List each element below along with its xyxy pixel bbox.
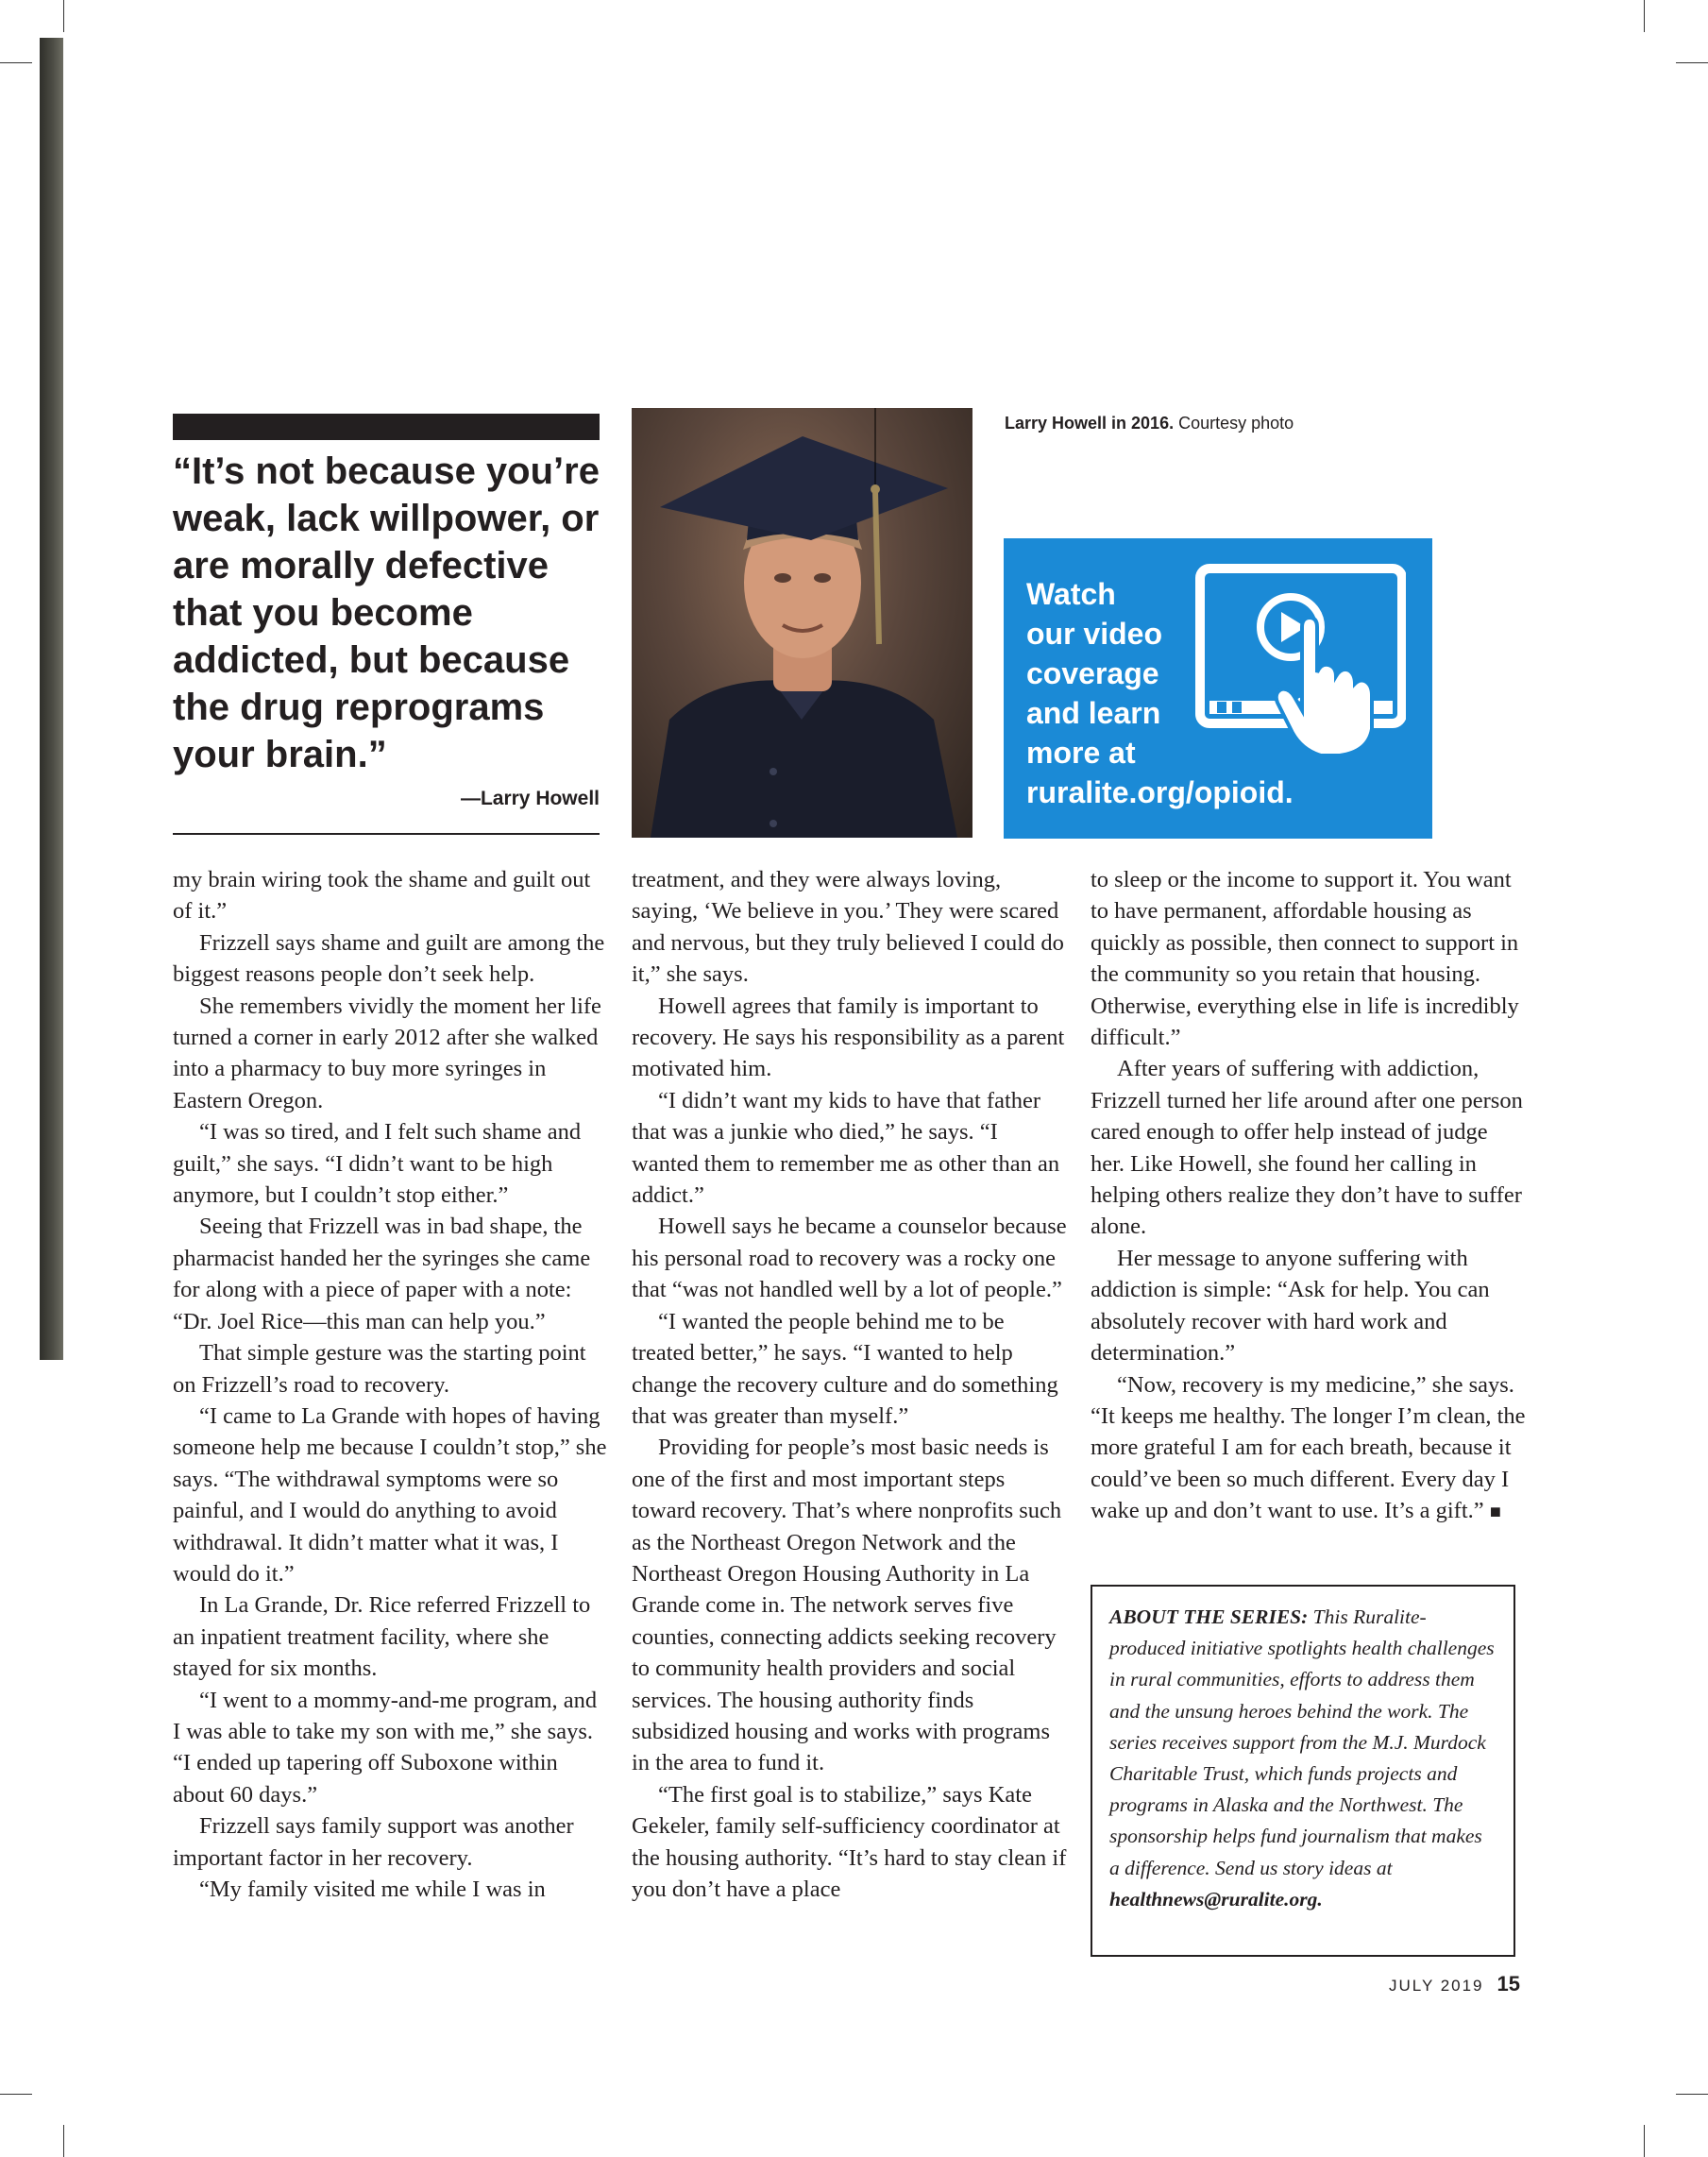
paragraph: Seeing that Frizzell was in bad shape, the pharmacist handed her the syringes she came for along with a piece of paper with a note: “Dr. Joel Rice—this man can help you.” <box>173 1214 591 1334</box>
paragraph: “I went to a mommy-and-me program, and I was able to take my son with me,” she says. “I ended up tapering off Suboxone within about 60 days.” <box>173 1687 598 1808</box>
paragraph: treatment, and they were always loving, saying, ‘We believe in you.’ They were scared and nervous, but they truly believed I could do it,” she says. <box>632 867 1064 988</box>
paragraph: “I came to La Grande with hopes of having someone help me because I couldn’t stop,” she says. “The withdrawal symptoms were so painful, and I would do anything to avoid withdrawal. It didn’t matter what it was, I would do it.” <box>173 1402 607 1587</box>
article-column-1 <box>173 864 607 1905</box>
paragraph: After years of suffering with addiction, Frizzell turned her life around after one person cared enough to offer help instead of judge her. Like Howell, she found her calling in helping others realize they don’t have to suffer alone. <box>1091 1056 1523 1240</box>
about-series-label: ABOUT THE SERIES: <box>1109 1605 1309 1628</box>
page-number: 15 <box>1497 1972 1520 1996</box>
crop-mark <box>1644 0 1645 32</box>
video-promo-link[interactable]: ruralite.org/opioid. <box>1026 775 1294 809</box>
paragraph-text: “Now, recovery is my medicine,” she says. “It keeps me healthy. The longer I’m clean, the more grateful I am for each breath, because it could’ve been so much different. Every day I wake up and don’t want to use. It’s a gift.” <box>1091 1371 1526 1524</box>
pull-quote-bar <box>173 414 600 440</box>
caption-title: Larry Howell in 2016. <box>1005 414 1175 433</box>
page-footer <box>1322 1972 1520 1996</box>
crop-mark <box>1676 62 1708 63</box>
paragraph: “I didn’t want my kids to have that father that was a junkie who died,” he says. “I wanted them to remember me as other than an addict.” <box>632 1087 1060 1209</box>
pull-quote-rule <box>173 833 600 835</box>
paragraph: Providing for people’s most basic needs is one of the first and most important steps toward recovery. That’s where nonprofits such as the Northeast Oregon Network and the Northeast Oregon Housing Authority in La Grande come in. The network serves five counties, connecting addicts seeking recovery to community health providers and social services. The housing authority finds subsidized housing and works with programs in the area to fund it. <box>632 1435 1062 1776</box>
caption-credit: Courtesy photo <box>1178 414 1294 433</box>
photo-caption <box>1005 414 1294 433</box>
crop-mark <box>1676 2094 1708 2095</box>
paragraph: That simple gesture was the starting point on Frizzell’s road to recovery. <box>173 1340 586 1398</box>
pull-quote-attribution: —Larry Howell <box>460 788 600 809</box>
about-series-email[interactable]: healthnews@ruralite.org. <box>1109 1887 1323 1911</box>
paragraph: Howell agrees that family is important to recovery. He says his responsibility as a parent motivated him. <box>632 993 1065 1082</box>
crop-mark <box>0 2094 32 2095</box>
facing-page-image-edge <box>40 38 63 1360</box>
paragraph: Frizzell says shame and guilt are among the biggest reasons people don’t seek help. <box>173 929 605 988</box>
video-promo-box[interactable] <box>1004 538 1432 839</box>
paragraph: Frizzell says family support was another important factor in her recovery. <box>173 1813 574 1871</box>
video-promo-line: Watch <box>1026 577 1116 611</box>
end-mark-icon: ■ <box>1489 1502 1501 1523</box>
video-promo-line: our video <box>1026 617 1163 651</box>
paragraph: She remembers vividly the moment her life turned a corner in early 2012 after she walked into a pharmacy to buy more syringes in Eastern Oregon. <box>173 993 601 1113</box>
video-promo-line: more at <box>1026 736 1136 770</box>
pull-quote: “It’s not because you’re weak, lack willpower, or are morally defective that you become addicted, but because the drug reprograms your brain.” <box>173 450 600 775</box>
crop-mark <box>63 0 64 32</box>
paragraph: In La Grande, Dr. Rice referred Frizzell to an inpatient treatment facility, where she stayed for six months. <box>173 1592 591 1682</box>
issue-date: JULY 2019 <box>1388 1977 1484 1995</box>
paragraph: “My family visited me while I was in <box>199 1877 546 1902</box>
video-player-tap-icon <box>1189 561 1406 759</box>
article-column-3 <box>1091 864 1527 1529</box>
video-promo-line: coverage <box>1026 656 1159 690</box>
about-series-box <box>1091 1585 1515 1957</box>
paragraph: my brain wiring took the shame and guilt out of it.” <box>173 867 591 925</box>
paragraph: to sleep or the income to support it. You want to have permanent, affordable housing as quickly as possible, then connect to support in the community so you retain that housing. Otherwise, everything else in life is incredibly difficult.” <box>1091 867 1519 1051</box>
crop-mark <box>63 2125 64 2157</box>
article-column-2 <box>632 864 1068 1905</box>
paragraph: Howell says he became a counselor because his personal road to recovery was a rocky one that “was not handled well by a lot of people.” <box>632 1214 1067 1303</box>
paragraph: “I was so tired, and I felt such shame and guilt,” she says. “I didn’t want to be high anymore, but I couldn’t stop either.” <box>173 1119 582 1209</box>
crop-mark <box>1644 2125 1645 2157</box>
paragraph: Her message to anyone suffering with addiction is simple: “Ask for help. You can absolutely recover with hard work and determination.” <box>1091 1245 1490 1367</box>
larry-howell-photo <box>632 408 972 838</box>
crop-mark <box>0 62 32 63</box>
graduate-portrait-illustration <box>632 408 972 838</box>
paragraph <box>1091 1369 1527 1529</box>
paragraph: “The first goal is to stabilize,” says Kate Gekeler, family self-sufficiency coordinator at the housing authority. “It’s hard to stay clean if you don’t have a place <box>632 1781 1067 1902</box>
about-series-text: This Ruralite-produced initiative spotlights health challenges in rural communities, efforts to address them and the unsung heroes behind the work. The series receives support from the M.J. Murdock Charitable Trust, which funds projects and programs in Alaska and the Northwest. The sponsorship helps fund journalism that makes a difference. Send us story ideas at <box>1109 1605 1495 1879</box>
paragraph: “I wanted the people behind me to be treated better,” he says. “I wanted to help change the recovery culture and do something that was greater than myself.” <box>632 1308 1058 1429</box>
video-promo-line: and learn <box>1026 696 1161 730</box>
